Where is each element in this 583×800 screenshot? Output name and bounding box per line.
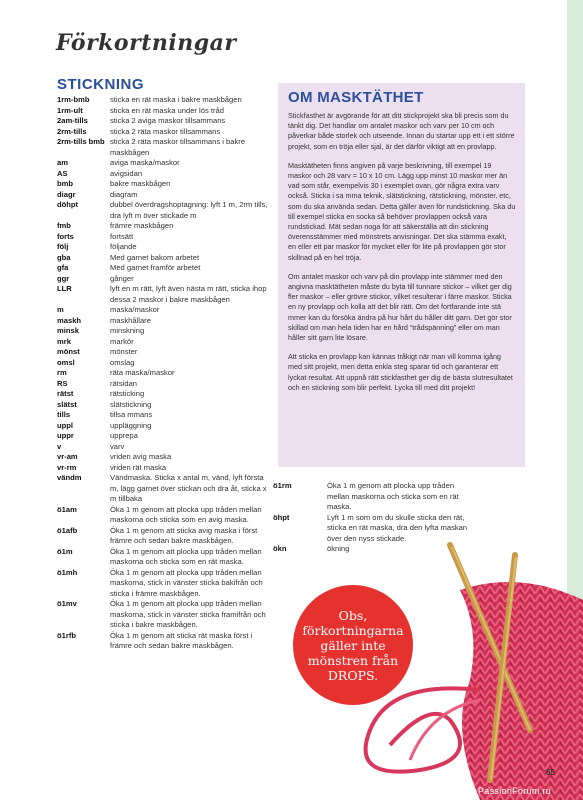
abbreviation-definition: sticka 2 räta maskor tillsammans [110,126,221,136]
abbreviation-row [57,137,272,158]
abbreviation-term: gba [57,252,71,262]
abbreviation-definition: rätsticking [110,389,145,398]
watermark: PassionForum.ru [478,786,552,796]
abbreviation-term: ö1mh [57,567,78,577]
page-number: 65 [546,768,555,777]
abbreviation-term: 2rm-tills bmb [57,137,105,146]
abbreviation-row [57,263,272,274]
abbreviation-definition: gånger [110,273,134,283]
abbreviation-row [57,547,272,568]
page-title: Förkortningar [56,30,237,56]
box-paragraph: Stickfasthet är avgörande för att ditt stickprojekt ska bli precis som du tänkt dig. Det handlar om antalet maskor och varv per 10 cm och påverkar både storlek och utseende. Innan du startar upp ett i ett större projekt, som en tröja eller sjal, är det därför viktigt att en provlapp. [288,111,515,151]
abbreviation-definition: räta maska/maskor [110,368,175,377]
abbreviation-row [57,253,272,264]
abbreviation-row [57,431,272,442]
abbreviation-definition: Vändmaska. Sticka x antal m, vänd, lyft första m, lägg garnet över stickan och dra åt, sticka x m tillbaka [110,473,267,503]
abbreviation-term: mönst [57,347,80,356]
abbreviation-definition: sticka 2 räta maskor tillsammans i bakre maskbågen [110,137,246,157]
abbreviation-term: uppl [57,420,74,430]
abbreviation-term: ö1m [57,546,73,556]
abbreviation-row [57,368,272,379]
abbreviation-definition: minskning [110,326,145,335]
abbreviation-definition: varv [110,441,125,451]
abbreviation-term: ö1mv [57,599,77,608]
abbreviation-row [57,526,272,547]
abbreviation-definition: avigsidan [110,168,143,178]
abbreviation-definition: sticka en rät maska i bakre maskbågen [110,95,242,104]
abbreviation-term: forts [57,231,74,241]
abbreviation-definition: Med garnet bakom arbetet [110,252,200,262]
abbreviation-definition: främre maskbågen [110,221,174,230]
abbreviation-term: m [57,305,64,314]
abbreviation-definition: Öka 1 m genom att plocka upp tråden mellan maskorna och sticka som en rät maska. [110,546,262,566]
drops-notice-badge [293,585,413,705]
abbreviation-row [57,389,272,400]
abbreviation-term: diagr [57,189,76,199]
abbreviation-row [57,410,272,421]
abbreviation-term: slätst [57,399,77,409]
badge-line: gäller inte [320,637,386,653]
box-paragraph: Om antalet maskor och varv på din provlapp inte stämmer med den angivna masktätheten måste du byta till tunnare stickor – vilket ger dig fler maskor – eller grövre stickor, vilket resulterar i färre maskor. Sticka en ny provlapp och kolla att det blir rätt. Om det fortfarande inte stä mmer kan du försöka ändra på hur hårt du håller ditt garn. Det gör stor skillad om man hela tiden har en hård “trådspänning” eller om man håller sitt garn lite lösare. [288,271,512,343]
abbreviation-definition: maskhållare [110,315,151,325]
badge-line: DROPS. [327,667,379,683]
abbreviation-row [57,473,272,505]
abbreviation-row [57,232,272,243]
abbreviation-term: 1rm-bmb [57,95,90,104]
abbreviation-definition: markör [110,336,134,346]
abbreviation-definition: fortsätt [110,231,134,241]
abbreviation-definition: Öka 1 m genom att plocka upp tråden mellan maskorna och sticka som en rät maska. [327,481,459,511]
abbreviation-row [57,505,272,526]
abbreviation-definition: slätstickning [110,399,152,409]
abbreviation-definition: ökning [327,544,350,553]
abbreviation-definition: Öka 1 m genom att plocka upp tråden mellan maskorna, stick in vänster sticka bakifrån och sticka i främre maskbågen. [110,567,263,598]
badge-line: Obs, [338,607,368,623]
abbreviation-term: rm [57,368,67,377]
abbreviation-definition: Lyft 1 m som om du skulle sticka den rät, sticka en rät maska, dra den lyfta maskan över den nyss stickade. [327,512,468,543]
abbreviation-definition: upprepa [110,431,138,440]
abbreviation-term: AS [57,168,68,178]
badge-line: förkortningarna [302,622,404,638]
section-heading: STICKNING [57,76,144,93]
abbreviation-row [57,158,272,169]
abbreviation-term: rätst [57,389,74,398]
abbreviation-definition: bakre maskbågen [110,179,171,188]
abbreviation-definition: uppläggning [110,420,152,430]
abbreviation-definition: vriden rät maska [110,462,167,472]
abbreviation-definition: Öka 1 m genom att plocka upp tråden mellan maskorna, stick in vänster sticka framifrån och sticka i bakre maskbågen. [110,599,266,629]
abbreviation-definition: omslag [110,357,135,367]
abbreviation-row [57,421,272,432]
box-paragraph: Att sticka en provlapp kan kännas tråkigt när man vill komma igång med sitt projekt, men detta enkla steg sparar tid och garanterar ett lyckat resultat. Att uppnå rätt stickfasthet ger dig de bästa slutresultatet och en stickning som blir perfekt. Lycka till med ditt projekt! [288,352,513,392]
box-title: OM MASKTÄTHET [288,89,424,106]
abbreviation-term: 2rm-tills [57,126,87,136]
abbreviation-definition: mönster [110,347,138,356]
abbreviation-row [57,305,272,316]
abbreviation-term: 2am-tills [57,116,88,125]
abbreviation-row [57,599,272,631]
abbreviation-row [57,179,272,190]
abbreviation-row [57,284,272,305]
abbreviation-row [57,95,272,106]
abbreviation-term: v [57,441,62,451]
gauge-info-box [278,83,525,467]
abbreviation-definition: aviga maska/maskor [110,158,180,167]
abbreviation-term: mrk [57,336,71,346]
badge-line: mönstren från [307,652,399,668]
abbreviation-row [57,106,272,117]
abbreviation-term: uppr [57,431,74,440]
abbreviation-term: ö1rm [273,481,292,490]
abbreviation-definition: Öka 1 m genom att sticka avig maska i först främre och sedan bakre maskbågen. [110,525,258,545]
abbreviation-term: LLR [57,284,72,293]
abbreviation-definition: lyft en m rätt, lyft även nästa m rätt, sticka ihop dessa 2 maskor i bakre maskbågen [110,284,267,304]
abbreviation-definition: Öka 1 m genom att plocka upp tråden mellan maskorna och sticka som en avig maska. [110,504,262,524]
abbreviation-row [57,337,272,348]
abbreviation-row [57,316,272,327]
abbreviation-definition: Öka 1 m genom att sticka rät maska först i främre och sedan bakre maskbågen. [110,630,253,650]
abbreviation-row [57,568,272,600]
abbreviation-row [57,452,272,463]
abbreviation-row [57,400,272,411]
abbreviation-row [57,358,272,369]
abbreviation-row [57,379,272,390]
abbreviation-row [57,190,272,201]
abbreviation-row [57,631,272,652]
abbreviation-definition: vriden avig maska [110,452,172,461]
abbreviation-row [57,463,272,474]
abbreviation-term: ggr [57,273,70,283]
abbreviation-row [57,442,272,453]
abbreviation-row [57,200,272,221]
abbreviation-term: 1rm-ult [57,105,83,115]
abbreviation-term: RS [57,378,68,388]
abbreviation-term: ö1afb [57,525,78,535]
abbreviation-term: döhpt [57,200,79,209]
abbreviation-term: maskh [57,315,82,325]
abbreviation-row [57,347,272,358]
abbreviation-definition: rätsidan [110,378,138,388]
abbreviation-term: fmb [57,221,71,230]
abbreviation-term: följ [57,242,69,251]
abbreviation-row [57,274,272,285]
box-paragraph: Masktätheten finns angiven på varje beskrivning, till exempel 19 maskor och 28 varv = 10 x 10 cm. Lägg upp minst 10 maskor mer än vad som står, exempelvis 30 i exemplet ovan, gör några extra varv också. Sticka i sa mma teknik, slätstickning, rätstickning, mönster, etc, som du ska använda sedan. Detta gäller även för rundstickning. Ska du till exempel sticka en socka så behöver provlappen också vara rundstickad. Mät sedan noga för att säkerställa att din stickning överensstämmer med mönstrets anvisningar. Det ska stämma exakt, en eller ett par maskor för mycket eller för lite på provlappen gör stor skillnad på en hel tröja. [288,160,516,262]
abbreviation-definition: diagram [110,189,138,199]
abbreviation-term: bmb [57,179,74,188]
abbreviation-row [57,169,272,180]
abbreviation-term: omsl [57,357,75,367]
abbreviation-definition: sticka en rät maska under lös tråd [110,105,224,115]
abbreviation-list-left [57,95,272,652]
abbreviation-row [57,221,272,232]
abbreviation-row [57,326,272,337]
abbreviation-term: minsk [57,326,79,335]
abbreviation-term: vr-rm [57,462,77,472]
abbreviation-definition: dubbel överdragshoptagning: lyft 1 m, 2rm tills, dra lyft m över stickade m [110,200,268,220]
abbreviation-term: ökn [273,544,287,553]
abbreviation-term: tills [57,410,71,419]
abbreviation-row [273,481,473,513]
abbreviation-row [57,242,272,253]
abbreviation-row [57,127,272,138]
abbreviation-definition: Med garnet framför arbetet [110,263,201,272]
abbreviation-definition: följande [110,242,137,251]
abbreviation-term: vr-am [57,452,78,461]
abbreviation-definition: tillsa mmans [110,410,153,419]
abbreviation-row [57,116,272,127]
abbreviation-definition: sticka 2 aviga maskor tillsammans [110,116,226,125]
abbreviation-term: ö1rfb [57,630,76,640]
abbreviation-term: vändm [57,473,82,482]
abbreviation-term: gfa [57,263,69,272]
abbreviation-term: am [57,158,68,167]
abbreviation-term: ö1am [57,504,77,514]
abbreviation-term: öhpt [273,512,290,522]
abbreviation-definition: maska/maskor [110,305,160,314]
